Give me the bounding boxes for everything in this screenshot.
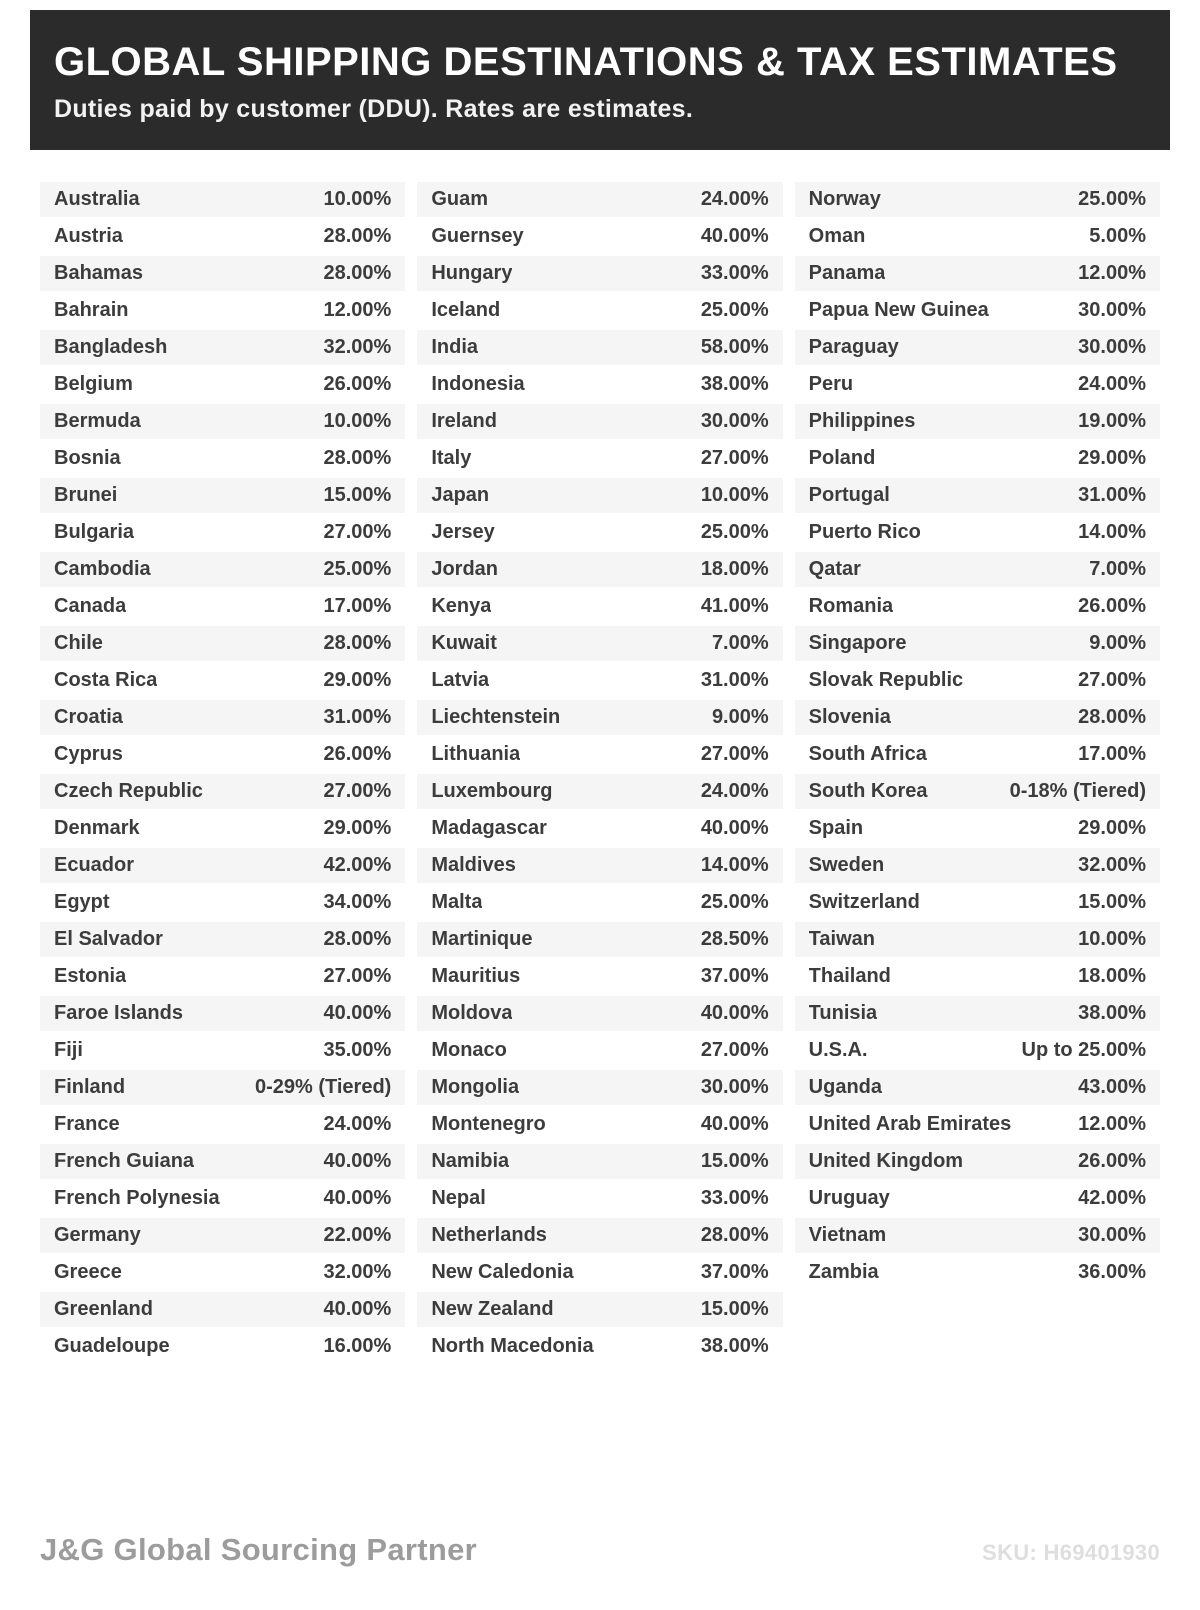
rate-value: 37.00% <box>700 1261 769 1283</box>
rate-row <box>417 1292 782 1329</box>
rate-value: 43.00% <box>1078 1076 1146 1098</box>
rate-value: 24.00% <box>700 188 769 210</box>
rate-row <box>40 996 405 1033</box>
rate-row <box>795 1107 1160 1144</box>
country-label: Bosnia <box>54 447 121 469</box>
rate-value: 27.00% <box>323 780 392 802</box>
country-label: Czech Republic <box>54 780 203 802</box>
country-label: U.S.A. <box>808 1039 868 1061</box>
country-label: Japan <box>431 484 490 506</box>
rate-value: 27.00% <box>323 965 392 987</box>
rate-value: 42.00% <box>1078 1187 1146 1209</box>
country-label: El Salvador <box>54 928 163 950</box>
country-label: Philippines <box>808 410 916 432</box>
rate-value: 25.00% <box>700 299 769 321</box>
rate-row <box>417 515 782 552</box>
rate-row <box>795 515 1160 552</box>
rate-row <box>40 404 405 441</box>
rate-row <box>795 626 1160 663</box>
rate-row <box>40 367 405 404</box>
rate-value: 10.00% <box>323 188 392 210</box>
rate-row <box>40 663 405 700</box>
rate-row <box>40 922 405 959</box>
rate-value: 16.00% <box>323 1335 392 1357</box>
rate-row <box>417 1107 782 1144</box>
country-label: Slovak Republic <box>808 669 964 691</box>
rate-value: 27.00% <box>700 447 769 469</box>
rate-value: 30.00% <box>1078 1224 1146 1246</box>
country-label: Greece <box>54 1261 122 1283</box>
rates-column <box>795 182 1160 1292</box>
rate-row <box>417 1144 782 1181</box>
country-label: Ireland <box>431 410 497 432</box>
rate-row <box>795 811 1160 848</box>
country-label: Greenland <box>54 1298 153 1320</box>
rate-value: 12.00% <box>1078 1113 1146 1135</box>
rate-value: 34.00% <box>323 891 392 913</box>
country-label: Montenegro <box>431 1113 546 1135</box>
rate-value: 33.00% <box>700 1187 769 1209</box>
rate-row <box>417 1218 782 1255</box>
rate-value: 28.00% <box>1078 706 1146 728</box>
country-label: Singapore <box>808 632 907 654</box>
rate-row <box>417 1329 782 1366</box>
country-label: Italy <box>431 447 472 469</box>
rate-row <box>417 330 782 367</box>
rate-row <box>417 404 782 441</box>
rate-value: 31.00% <box>323 706 392 728</box>
rate-value: 27.00% <box>700 1039 769 1061</box>
rate-row <box>795 774 1160 811</box>
country-label: South Africa <box>808 743 927 765</box>
header-banner <box>30 10 1170 150</box>
country-label: Faroe Islands <box>54 1002 183 1024</box>
country-label: Cyprus <box>54 743 123 765</box>
country-label: Guam <box>431 188 489 210</box>
country-label: Maldives <box>431 854 516 876</box>
rate-value: 24.00% <box>700 780 769 802</box>
rate-value: 22.00% <box>323 1224 392 1246</box>
country-label: New Caledonia <box>431 1261 574 1283</box>
rate-row <box>40 330 405 367</box>
country-label: Austria <box>54 225 123 247</box>
country-label: Moldova <box>431 1002 513 1024</box>
page-title: GLOBAL SHIPPING DESTINATIONS & TAX ESTIMATES <box>54 40 1118 84</box>
rate-row <box>795 1144 1160 1181</box>
country-label: Guernsey <box>431 225 524 247</box>
rate-value: 30.00% <box>1078 336 1146 358</box>
rate-row <box>417 774 782 811</box>
rate-value: 26.00% <box>323 743 392 765</box>
rate-row <box>795 219 1160 256</box>
rate-value: 41.00% <box>700 595 769 617</box>
rate-value: 15.00% <box>700 1298 769 1320</box>
rate-value: 15.00% <box>700 1150 769 1172</box>
rate-row <box>40 885 405 922</box>
rate-row <box>417 737 782 774</box>
rate-row <box>795 552 1160 589</box>
rate-value: 26.00% <box>1078 1150 1146 1172</box>
rate-value: 24.00% <box>323 1113 392 1135</box>
rate-row <box>40 1292 405 1329</box>
page-subtitle: Duties paid by customer (DDU). Rates are estimates. <box>54 95 694 123</box>
rate-row <box>417 441 782 478</box>
rate-row <box>417 996 782 1033</box>
rate-row <box>795 293 1160 330</box>
rate-row <box>40 1144 405 1181</box>
country-label: French Guiana <box>54 1150 195 1172</box>
rate-value: 28.00% <box>323 225 392 247</box>
rate-value: 40.00% <box>700 817 769 839</box>
rate-row <box>417 219 782 256</box>
footer <box>40 1532 1160 1568</box>
country-label: Puerto Rico <box>808 521 921 543</box>
rate-value: 7.00% <box>1089 558 1146 580</box>
rate-row <box>417 589 782 626</box>
rate-row <box>417 848 782 885</box>
rate-value: 28.00% <box>323 262 392 284</box>
rate-row <box>417 478 782 515</box>
rate-row <box>795 1255 1160 1292</box>
rate-row <box>40 959 405 996</box>
rate-row <box>417 552 782 589</box>
country-label: Germany <box>54 1224 141 1246</box>
country-label: Estonia <box>54 965 127 987</box>
rate-value: 40.00% <box>323 1150 392 1172</box>
country-label: Jersey <box>431 521 495 543</box>
country-label: Ecuador <box>54 854 135 876</box>
rates-column <box>417 182 782 1366</box>
rate-row <box>795 848 1160 885</box>
rate-value: 35.00% <box>323 1039 392 1061</box>
rate-row <box>417 885 782 922</box>
rate-row <box>40 552 405 589</box>
country-label: Belgium <box>54 373 133 395</box>
country-label: Costa Rica <box>54 669 158 691</box>
country-label: United Kingdom <box>808 1150 964 1172</box>
rate-row <box>40 1329 405 1366</box>
rate-row <box>40 774 405 811</box>
rate-value: 10.00% <box>1078 928 1146 950</box>
rate-value: 27.00% <box>323 521 392 543</box>
rate-value: 24.00% <box>1078 373 1146 395</box>
rate-row <box>40 589 405 626</box>
country-label: Indonesia <box>431 373 525 395</box>
country-label: Tunisia <box>808 1002 878 1024</box>
country-label: Cambodia <box>54 558 151 580</box>
country-label: French Polynesia <box>54 1187 220 1209</box>
country-label: New Zealand <box>431 1298 554 1320</box>
country-label: India <box>431 336 478 358</box>
country-label: Monaco <box>431 1039 507 1061</box>
rate-row <box>40 811 405 848</box>
country-label: Papua New Guinea <box>808 299 989 321</box>
country-label: France <box>54 1113 120 1135</box>
rate-value: 28.50% <box>700 928 769 950</box>
rate-row <box>40 478 405 515</box>
country-label: Luxembourg <box>431 780 553 802</box>
country-label: Fiji <box>54 1039 83 1061</box>
country-label: Canada <box>54 595 127 617</box>
country-label: Romania <box>808 595 894 617</box>
rate-row <box>417 1181 782 1218</box>
country-label: Bulgaria <box>54 521 135 543</box>
rate-row <box>417 663 782 700</box>
rate-value: 29.00% <box>323 669 392 691</box>
rate-value: 40.00% <box>323 1002 392 1024</box>
rate-row <box>417 626 782 663</box>
rate-row <box>795 737 1160 774</box>
rate-row <box>40 737 405 774</box>
rate-row <box>40 1181 405 1218</box>
rate-value: 38.00% <box>700 1335 769 1357</box>
rate-value: 58.00% <box>700 336 769 358</box>
country-label: Malta <box>431 891 483 913</box>
rate-row <box>795 589 1160 626</box>
rate-row <box>417 367 782 404</box>
rate-value: 40.00% <box>323 1298 392 1320</box>
country-label: Latvia <box>431 669 490 691</box>
country-label: Lithuania <box>431 743 521 765</box>
country-label: Slovenia <box>808 706 891 728</box>
country-label: Namibia <box>431 1150 510 1172</box>
country-label: Taiwan <box>808 928 875 950</box>
rate-row <box>795 367 1160 404</box>
rate-value: Up to 25.00% <box>1021 1039 1146 1061</box>
rate-value: 9.00% <box>711 706 769 728</box>
rate-value: 25.00% <box>700 891 769 913</box>
rate-row <box>795 959 1160 996</box>
rate-row <box>40 182 405 219</box>
country-label: Hungary <box>431 262 513 284</box>
country-label: Norway <box>808 188 881 210</box>
rate-row <box>795 182 1160 219</box>
rate-value: 26.00% <box>1078 595 1146 617</box>
rate-value: 30.00% <box>1078 299 1146 321</box>
country-label: Kenya <box>431 595 492 617</box>
country-label: Poland <box>808 447 876 469</box>
rate-value: 12.00% <box>323 299 392 321</box>
country-label: Denmark <box>54 817 140 839</box>
rate-value: 27.00% <box>1078 669 1146 691</box>
rate-row <box>40 219 405 256</box>
country-label: Martinique <box>431 928 533 950</box>
rate-row <box>795 478 1160 515</box>
rate-row <box>40 848 405 885</box>
rate-value: 30.00% <box>700 1076 769 1098</box>
rate-value: 36.00% <box>1078 1261 1146 1283</box>
rate-value: 25.00% <box>1078 188 1146 210</box>
country-label: Nepal <box>431 1187 486 1209</box>
rate-value: 14.00% <box>1078 521 1146 543</box>
rate-value: 28.00% <box>323 447 392 469</box>
rate-value: 40.00% <box>323 1187 392 1209</box>
rate-row <box>40 626 405 663</box>
rate-row <box>40 1070 405 1107</box>
rate-row <box>795 256 1160 293</box>
rate-value: 31.00% <box>700 669 769 691</box>
country-label: Croatia <box>54 706 123 728</box>
country-label: Switzerland <box>808 891 920 913</box>
country-label: Uganda <box>808 1076 882 1098</box>
country-label: Bahamas <box>54 262 143 284</box>
country-label: Portugal <box>808 484 890 506</box>
country-label: Egypt <box>54 891 110 913</box>
country-label: Peru <box>808 373 854 395</box>
country-label: Jordan <box>431 558 499 580</box>
rate-value: 17.00% <box>323 595 392 617</box>
rate-row <box>795 441 1160 478</box>
rate-row <box>40 700 405 737</box>
rate-value: 5.00% <box>1089 225 1146 247</box>
rate-value: 32.00% <box>323 1261 392 1283</box>
rate-value: 0-18% (Tiered) <box>1009 780 1146 802</box>
rate-value: 33.00% <box>700 262 769 284</box>
rate-row <box>795 700 1160 737</box>
rate-row <box>417 1255 782 1292</box>
rate-value: 27.00% <box>700 743 769 765</box>
country-label: Spain <box>808 817 864 839</box>
rate-value: 15.00% <box>323 484 392 506</box>
rate-row <box>417 293 782 330</box>
country-label: Bermuda <box>54 410 141 432</box>
rate-row <box>40 1107 405 1144</box>
country-label: Thailand <box>808 965 891 987</box>
rate-row <box>417 1070 782 1107</box>
rate-row <box>40 256 405 293</box>
rate-row <box>795 330 1160 367</box>
rate-row <box>40 1218 405 1255</box>
rate-value: 29.00% <box>323 817 392 839</box>
rate-value: 28.00% <box>323 928 392 950</box>
rate-value: 0-29% (Tiered) <box>254 1076 392 1098</box>
rate-value: 32.00% <box>323 336 392 358</box>
country-label: Madagascar <box>431 817 547 839</box>
rate-row <box>795 1033 1160 1070</box>
rate-value: 7.00% <box>711 632 769 654</box>
country-label: Vietnam <box>808 1224 887 1246</box>
rate-value: 29.00% <box>1078 447 1146 469</box>
rate-value: 10.00% <box>323 410 392 432</box>
rate-row <box>417 182 782 219</box>
rate-value: 40.00% <box>700 1002 769 1024</box>
sku-label: SKU: H69401930 <box>982 1540 1160 1565</box>
country-label: Brunei <box>54 484 118 506</box>
country-label: Finland <box>54 1076 126 1098</box>
rate-value: 30.00% <box>700 410 769 432</box>
rate-value: 42.00% <box>323 854 392 876</box>
country-label: Mongolia <box>431 1076 520 1098</box>
rate-value: 32.00% <box>1078 854 1146 876</box>
rate-value: 29.00% <box>1078 817 1146 839</box>
country-label: Liechtenstein <box>431 706 561 728</box>
rate-value: 18.00% <box>700 558 769 580</box>
rate-row <box>795 922 1160 959</box>
rate-row <box>40 1255 405 1292</box>
rate-value: 40.00% <box>700 225 769 247</box>
rate-row <box>40 293 405 330</box>
country-label: Guadeloupe <box>54 1335 170 1357</box>
country-label: Zambia <box>808 1261 879 1283</box>
rate-row <box>795 1181 1160 1218</box>
rate-value: 18.00% <box>1078 965 1146 987</box>
country-label: Mauritius <box>431 965 521 987</box>
rate-row <box>40 441 405 478</box>
country-label: Australia <box>54 188 140 210</box>
country-label: Netherlands <box>431 1224 547 1246</box>
rate-value: 37.00% <box>700 965 769 987</box>
rate-value: 31.00% <box>1078 484 1146 506</box>
country-label: Uruguay <box>808 1187 890 1209</box>
rate-row <box>40 515 405 552</box>
country-label: Sweden <box>808 854 885 876</box>
rate-row <box>795 1070 1160 1107</box>
rate-row <box>795 996 1160 1033</box>
country-label: United Arab Emirates <box>808 1113 1012 1135</box>
rate-value: 12.00% <box>1078 262 1146 284</box>
rate-value: 19.00% <box>1078 410 1146 432</box>
rate-value: 10.00% <box>700 484 769 506</box>
rate-row <box>417 700 782 737</box>
rate-row <box>417 811 782 848</box>
rate-value: 40.00% <box>700 1113 769 1135</box>
country-label: North Macedonia <box>431 1335 594 1357</box>
rate-row <box>40 1033 405 1070</box>
rate-row <box>417 959 782 996</box>
rate-value: 9.00% <box>1089 632 1146 654</box>
rate-value: 25.00% <box>700 521 769 543</box>
rate-value: 17.00% <box>1078 743 1146 765</box>
rate-row <box>417 922 782 959</box>
rate-value: 15.00% <box>1078 891 1146 913</box>
rate-row <box>795 885 1160 922</box>
country-label: Iceland <box>431 299 501 321</box>
rate-value: 38.00% <box>700 373 769 395</box>
rate-row <box>795 404 1160 441</box>
rates-column <box>40 182 405 1366</box>
country-label: Chile <box>54 632 103 654</box>
rate-value: 28.00% <box>323 632 392 654</box>
rate-value: 28.00% <box>700 1224 769 1246</box>
country-label: Bahrain <box>54 299 129 321</box>
rate-row <box>795 1218 1160 1255</box>
country-label: Qatar <box>808 558 861 580</box>
rate-row <box>417 256 782 293</box>
rate-row <box>795 663 1160 700</box>
rates-table <box>40 182 1160 1366</box>
rate-value: 26.00% <box>323 373 392 395</box>
rate-value: 25.00% <box>323 558 392 580</box>
country-label: Bangladesh <box>54 336 168 358</box>
rate-value: 14.00% <box>700 854 769 876</box>
rate-row <box>417 1033 782 1070</box>
country-label: Paraguay <box>808 336 899 358</box>
country-label: Panama <box>808 262 886 284</box>
country-label: Oman <box>808 225 866 247</box>
rate-value: 38.00% <box>1078 1002 1146 1024</box>
country-label: South Korea <box>808 780 928 802</box>
brand-name: J&G Global Sourcing Partner <box>40 1532 478 1567</box>
country-label: Kuwait <box>431 632 497 654</box>
